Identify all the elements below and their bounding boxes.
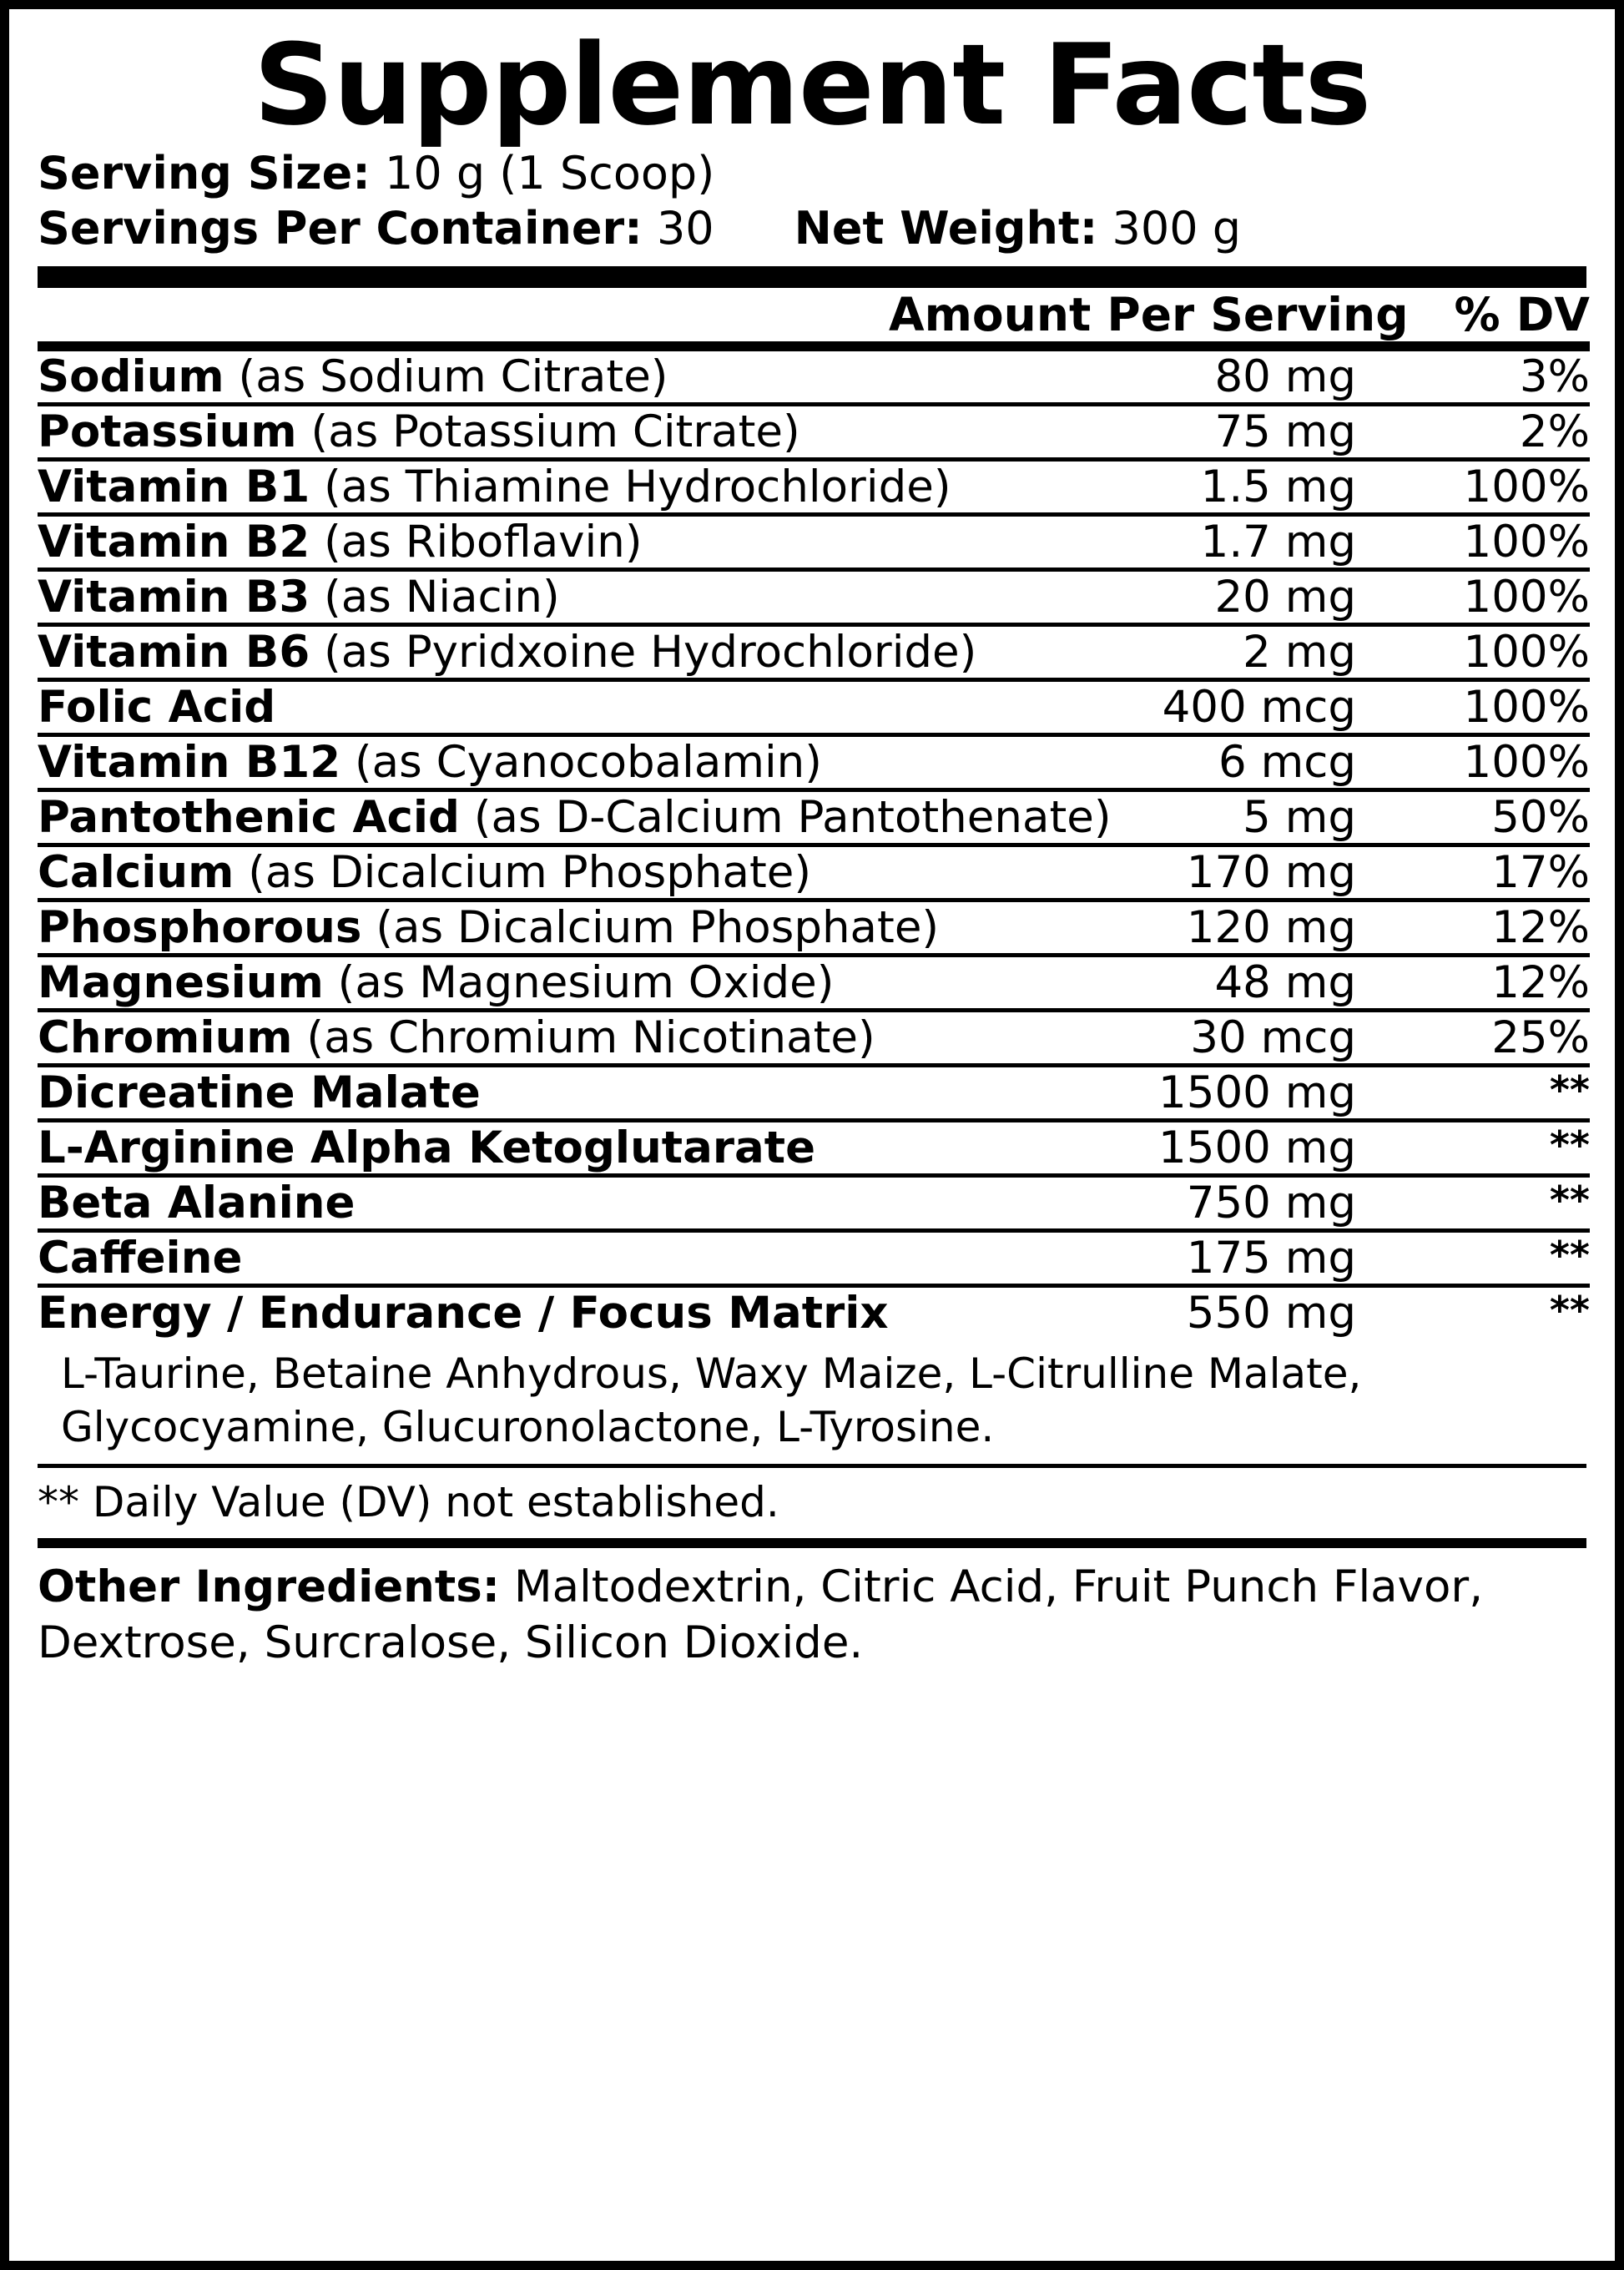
nutrient-source: (as Cyanocobalamin): [354, 736, 822, 788]
nutrient-source: (as Chromium Nicotinate): [306, 1011, 875, 1063]
table-row: [38, 1288, 1590, 1339]
nutrient-amount: 120 mg: [1186, 901, 1356, 953]
nutrient-dv: **: [1549, 1177, 1590, 1223]
divider-before-other: [38, 1538, 1586, 1548]
table-row: [38, 1012, 1590, 1063]
other-ingredients-value: Maltodextrin, Citric Acid, Fruit Punch Flavor, Dextrose, Surcralose, Silicon Dioxide.: [38, 1561, 1484, 1668]
nutrient-dv: 100%: [1463, 681, 1590, 733]
nutrient-dv: **: [1549, 1122, 1590, 1168]
table-row: [38, 1122, 1590, 1173]
nutrient-amount: 2 mg: [1243, 626, 1356, 678]
nutrition-table: [38, 288, 1590, 1339]
table-row: [38, 627, 1590, 678]
table-row: [38, 847, 1590, 898]
serving-size-value: 10 g (1 Scoop): [384, 147, 715, 199]
nutrient-source: (as Sodium Citrate): [238, 351, 668, 402]
table-row: [38, 682, 1590, 733]
servings-per-container-line: [38, 201, 1586, 256]
nutrient-dv: 100%: [1463, 736, 1590, 788]
column-header-amount: Amount Per Serving: [889, 287, 1409, 341]
nutrient-amount: 20 mg: [1214, 571, 1356, 623]
table-row: [38, 406, 1590, 457]
nutrient-dv: 2%: [1519, 406, 1590, 457]
nutrient-name: Sodium: [38, 351, 224, 402]
nutrient-amount: 550 mg: [1186, 1287, 1356, 1339]
table-row: [38, 1178, 1590, 1228]
nutrient-amount: 750 mg: [1186, 1177, 1356, 1228]
nutrient-dv: 50%: [1491, 791, 1590, 843]
nutrient-dv: 100%: [1463, 461, 1590, 512]
nutrient-amount: 48 mg: [1214, 956, 1356, 1008]
nutrient-amount: 400 mcg: [1162, 681, 1356, 733]
nutrient-amount: 1.5 mg: [1200, 461, 1356, 512]
nutrient-dv: 12%: [1491, 901, 1590, 953]
table-row: [38, 792, 1590, 843]
page-title: Supplement Facts: [253, 20, 1371, 150]
nutrient-source: (as Magnesium Oxide): [337, 956, 835, 1008]
divider-row-mid: [38, 341, 1590, 351]
table-row: [38, 572, 1590, 623]
nutrient-name: Dicreatine Malate: [38, 1067, 481, 1118]
serving-size-label: Serving Size:: [38, 147, 371, 199]
other-ingredients-label: Other Ingredients:: [38, 1561, 500, 1612]
table-row: [38, 1067, 1590, 1118]
nutrient-name: Vitamin B3: [38, 571, 310, 623]
nutrient-name: Pantothenic Acid: [38, 791, 460, 843]
nutrient-source: (as Thiamine Hydrochloride): [324, 461, 951, 512]
nutrient-dv: 12%: [1491, 956, 1590, 1008]
nutrient-name: Beta Alanine: [38, 1177, 356, 1228]
table-row: [38, 1233, 1590, 1284]
serving-size-line: [38, 146, 1586, 201]
divider-thick-top: [38, 266, 1586, 288]
nutrient-name: Vitamin B1: [38, 461, 310, 512]
nutrient-source: (as Dicalcium Phosphate): [376, 901, 940, 953]
nutrient-dv: 17%: [1491, 846, 1590, 898]
nutrient-amount: 80 mg: [1214, 351, 1356, 402]
nutrient-source: (as D-Calcium Pantothenate): [473, 791, 1112, 843]
nutrient-dv: **: [1549, 1232, 1590, 1278]
column-header-dv: % DV: [1454, 287, 1590, 341]
table-header-row: [38, 288, 1590, 341]
nutrient-source: (as Potassium Citrate): [310, 406, 800, 457]
nutrient-amount: 170 mg: [1186, 846, 1356, 898]
nutrient-name: Magnesium: [38, 956, 324, 1008]
nutrient-dv: 25%: [1491, 1011, 1590, 1063]
nutrient-amount: 6 mcg: [1218, 736, 1356, 788]
nutrient-dv: **: [1549, 1287, 1590, 1333]
nutrient-name: Vitamin B2: [38, 516, 310, 568]
nutrient-dv: 100%: [1463, 626, 1590, 678]
nutrient-dv: 100%: [1463, 571, 1590, 623]
table-row: [38, 351, 1590, 402]
table-row: [38, 462, 1590, 512]
nutrient-amount: 1.7 mg: [1200, 516, 1356, 568]
servings-per-container-value: 30: [656, 201, 714, 255]
nutrient-dv: 3%: [1519, 351, 1590, 402]
nutrient-amount: 1500 mg: [1158, 1122, 1356, 1173]
nutrient-name: Vitamin B12: [38, 736, 341, 788]
nutrient-name: L-Arginine Alpha Ketoglutarate: [38, 1122, 816, 1173]
blend-ingredients: L-Taurine, Betaine Anhydrous, Waxy Maize, L-Citrulline Malate, Glycocyamine, Glucuronolactone, L-Tyrosine.: [61, 1349, 1362, 1451]
nutrient-amount: 1500 mg: [1158, 1067, 1356, 1118]
nutrient-name: Potassium: [38, 406, 297, 457]
table-row: [38, 737, 1590, 788]
nutrient-dv: **: [1549, 1067, 1590, 1112]
nutrient-amount: 30 mcg: [1190, 1011, 1356, 1063]
nutrient-amount: 75 mg: [1214, 406, 1356, 457]
net-weight-value: 300 g: [1112, 201, 1242, 255]
nutrient-amount: 175 mg: [1186, 1232, 1356, 1284]
servings-per-container-label: Servings Per Container:: [38, 201, 643, 255]
nutrient-source: (as Pyridxoine Hydrochloride): [324, 626, 977, 678]
table-row: [38, 517, 1590, 568]
nutrient-source: (as Dicalcium Phosphate): [248, 846, 812, 898]
nutrient-source: (as Riboflavin): [324, 516, 643, 568]
nutrient-name: Vitamin B6: [38, 626, 310, 678]
nutrient-name: Energy / Endurance / Focus Matrix: [38, 1287, 889, 1339]
table-row: [38, 902, 1590, 953]
other-ingredients: [38, 1548, 1586, 1672]
net-weight-label: Net Weight:: [794, 201, 1098, 255]
nutrient-source: (as Niacin): [324, 571, 560, 623]
table-row: [38, 957, 1590, 1008]
nutrient-amount: 5 mg: [1243, 791, 1356, 843]
nutrient-name: Caffeine: [38, 1232, 243, 1284]
nutrient-name: Phosphorous: [38, 901, 362, 953]
nutrient-name: Folic Acid: [38, 681, 276, 733]
dv-footnote: ** Daily Value (DV) not established.: [38, 1477, 779, 1526]
nutrient-name: Calcium: [38, 846, 235, 898]
nutrient-name: Chromium: [38, 1011, 293, 1063]
nutrient-dv: 100%: [1463, 516, 1590, 568]
